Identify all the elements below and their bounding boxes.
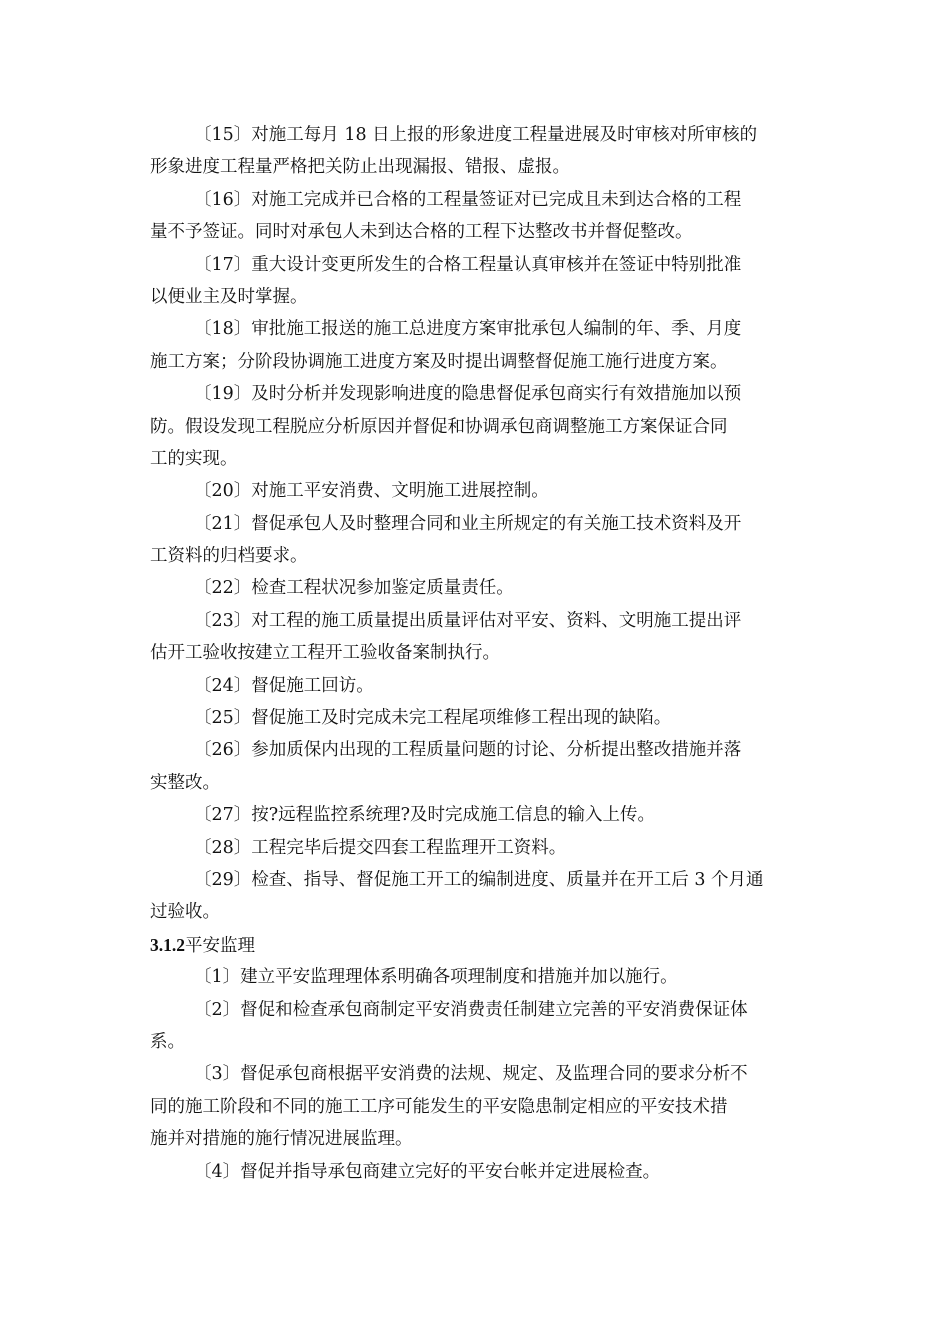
paragraph-line: 〔24〕督促施工回访。 — [194, 675, 374, 696]
paragraph-line: 〔3〕督促承包商根据平安消费的法规、规定、及监理合同的要求分析不 — [194, 1064, 748, 1085]
paragraph-line: 〔2〕督促和检查承包商制定平安消费责任制建立完善的平安消费保证体 — [194, 999, 748, 1020]
section-heading-title: 平安监理 — [185, 935, 255, 956]
paragraph-line: 〔4〕督促并指导承包商建立完好的平安台帐并定进展检查。 — [194, 1161, 661, 1182]
section-heading — [150, 929, 802, 961]
paragraph-line: 〔17〕重大设计变更所发生的合格工程量认真审核并在签证中特别批准 — [194, 254, 742, 275]
paragraph-line: 〔19〕及时分析并发现影响进度的隐患督促承包商实行有效措施加以预 — [194, 384, 742, 405]
paragraph-line: 以便业主及时掌握。 — [150, 286, 308, 307]
paragraph-line: 〔25〕督促施工及时完成未完工程尾项维修工程出现的缺陷。 — [194, 708, 672, 729]
paragraph-line: 〔26〕参加质保内出现的工程质量问题的讨论、分析提出整改措施并落 — [194, 740, 742, 761]
document-body — [150, 119, 802, 1188]
paragraph-line: 系。 — [150, 1031, 185, 1052]
paragraph-line: 过验收。 — [150, 902, 220, 923]
paragraph-line: 量不予签证。同时对承包人未到达合格的工程下达整改书并督促整改。 — [150, 222, 693, 243]
paragraph-line: 形象进度工程量严格把关防止出现漏报、错报、虚报。 — [150, 157, 570, 178]
paragraph-line: 〔23〕对工程的施工质量提出质量评估对平安、资料、文明施工提出评 — [194, 610, 742, 631]
paragraph-line: 〔22〕检查工程状况参加鉴定质量责任。 — [194, 578, 514, 599]
paragraph-line: 施工方案；分阶段协调施工进度方案及时提出调整督促施工施行进度方案。 — [150, 351, 728, 372]
section-heading-number: 3.1.2 — [150, 934, 185, 955]
paragraph-line: 实整改。 — [150, 772, 220, 793]
paragraph-line: 〔29〕检查、指导、督促施工开工的编制进度、质量并在开工后 3 个月通 — [194, 869, 764, 890]
paragraph-line: 工资料的归档要求。 — [150, 546, 308, 567]
paragraph-line: 同的施工阶段和不同的施工工序可能发生的平安隐患制定相应的平安技术措 — [150, 1096, 728, 1117]
paragraph-line: 〔15〕对施工每月 18 日上报的形象进度工程量进展及时审核对所审核的 — [194, 125, 758, 145]
paragraph-line: 〔16〕对施工完成并已合格的工程量签证对已完成且未到达合格的工程 — [194, 189, 742, 210]
paragraph-line: 防。假设发现工程脱应分析原因并督促和协调承包商调整施工方案保证合同 — [150, 416, 728, 437]
paragraph-line: 〔18〕审批施工报送的施工总进度方案审批承包人编制的年、季、月度 — [194, 319, 742, 340]
paragraph-line: 〔1〕建立平安监理理体系明确各项理制度和措施并加以施行。 — [194, 967, 678, 988]
paragraph-line: 〔28〕工程完毕后提交四套工程监理开工资料。 — [194, 837, 567, 858]
paragraph-line: 施并对措施的施行情况进展监理。 — [150, 1129, 413, 1150]
paragraph-line: 〔21〕督促承包人及时整理合同和业主所规定的有关施工技术资料及开 — [194, 513, 742, 534]
paragraph-line: 工的实现。 — [150, 448, 238, 469]
paragraph-line: 〔27〕按?远程监控系统理?及时完成施工信息的输入上传。 — [194, 805, 656, 826]
paragraph-line: 估开工验收按建立工程开工验收备案制执行。 — [150, 643, 500, 664]
paragraph-line: 〔20〕对施工平安消费、文明施工进展控制。 — [194, 481, 549, 502]
